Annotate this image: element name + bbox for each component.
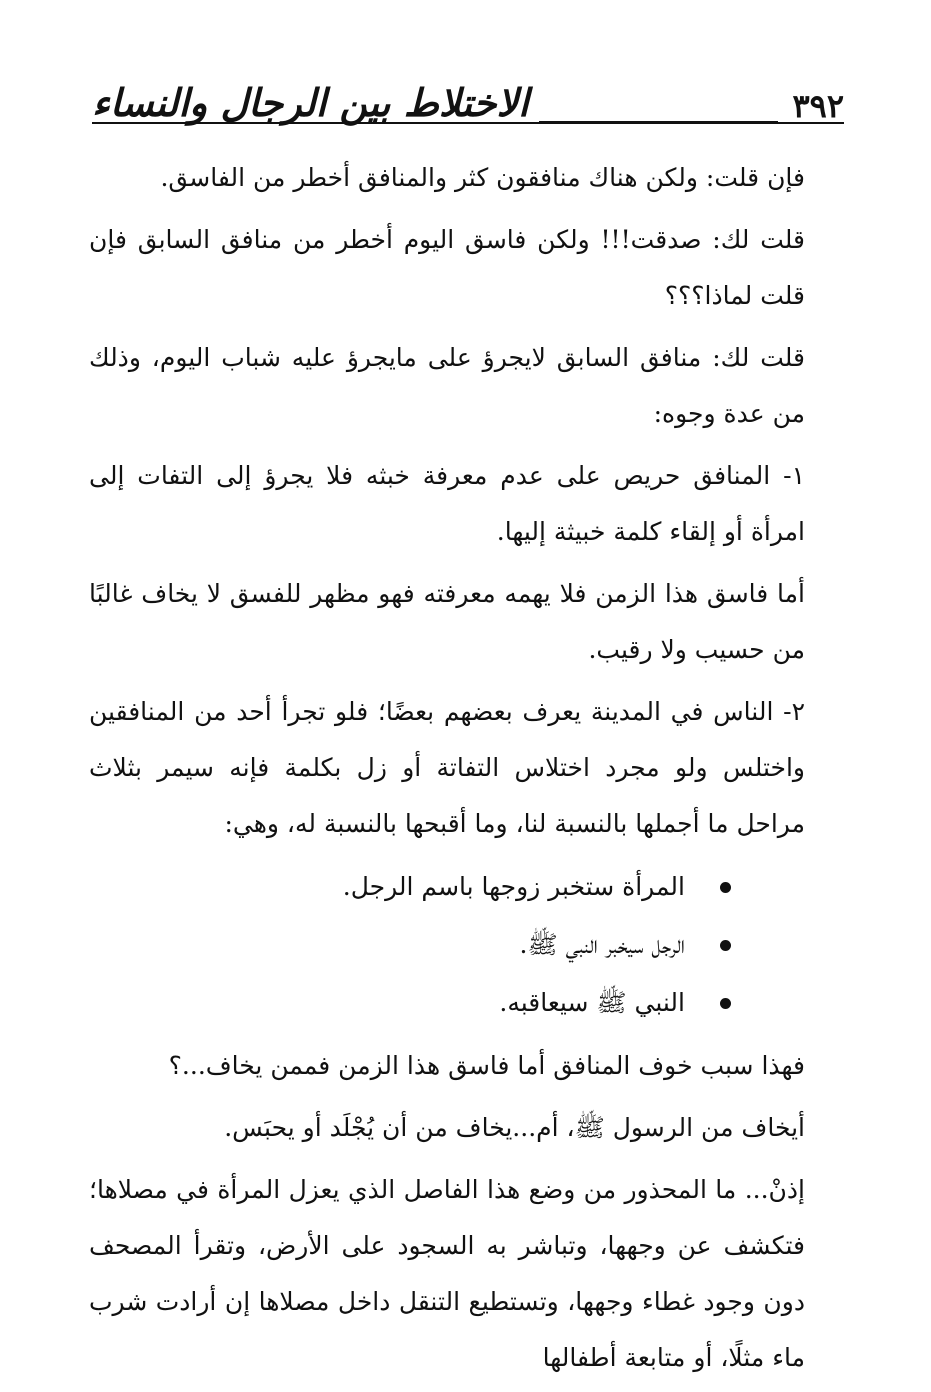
bullet-icon	[720, 940, 731, 951]
list-item	[89, 916, 731, 974]
paragraph-reason-two: ٢- الناس في المدينة يعرف بعضهم بعضًا؛ فلو تجرأ أحد من المنافقين واختلس ولو مجرد اختلاس التفاتة أو زل بكلمة فإنه سيمر بثلاث مراحل ما أجملها بالنسبة لنا، وما أقبحها بالنسبة له، وهي:	[89, 697, 805, 838]
paragraph-fear-reason: فهذا سبب خوف المنافق أما فاسق هذا الزمن فممن يخاف...؟	[168, 1051, 805, 1080]
page-body	[89, 150, 841, 1392]
list-item-text: النبي ﷺ سيعاقبه.	[499, 988, 685, 1017]
page-header	[92, 62, 844, 132]
page-number: ٣٩٢	[778, 90, 844, 122]
paragraph-reply: قلت لك: صدقت!!! ولكن فاسق اليوم أخطر من منافق السابق فإن قلت لماذا؟؟؟	[89, 225, 805, 310]
paragraph-conclusion: إذنْ... ما المحذور من وضع هذا الفاصل الذي يعزل المرأة في مصلاها؛ فتكشف عن وجهها، وتباشر به السجود على الأرض، وتقرأ المصحف دون وجود غطاء وجهها، وتستطيع التنقل داخل مصلاها إن أرادت شرب ماء مثلًا، أو متابعة أطفالها	[89, 1175, 805, 1372]
bullet-icon	[720, 882, 731, 893]
paragraph-question: أيخاف من الرسول ﷺ، أم...يخاف من أن يُجْلَد أو يحبَس.	[224, 1113, 805, 1142]
book-title: الاختلاط بين الرجال والنساء	[92, 84, 539, 122]
paragraph-modern-sinner: أما فاسق هذا الزمن فلا يهمه معرفته فهو مظهر للفسق لا يخاف غالبًا من حسيب ولا رقيب.	[89, 579, 805, 664]
paragraph-reason-one: ١- المنافق حريص على عدم معرفة خبثه فلا يجرؤ إلى التفات إلى امرأة أو إلقاء كلمة خبيثة إليها.	[89, 461, 805, 546]
list-item-text: الرجل سيخبر النبي ﷺ.	[519, 930, 685, 959]
stages-list	[89, 858, 841, 1032]
paragraph-objection: فإن قلت: ولكن هناك منافقون كثر والمنافق أخطر من الفاسق.	[160, 163, 805, 192]
paragraph-reasons-intro: قلت لك: منافق السابق لايجرؤ على مايجرؤ عليه شباب اليوم، وذلك من عدة وجوه:	[89, 343, 805, 428]
list-item	[89, 974, 731, 1032]
list-item-text: المرأة ستخبر زوجها باسم الرجل.	[342, 872, 685, 901]
bullet-icon	[720, 998, 731, 1009]
list-item	[89, 858, 731, 916]
